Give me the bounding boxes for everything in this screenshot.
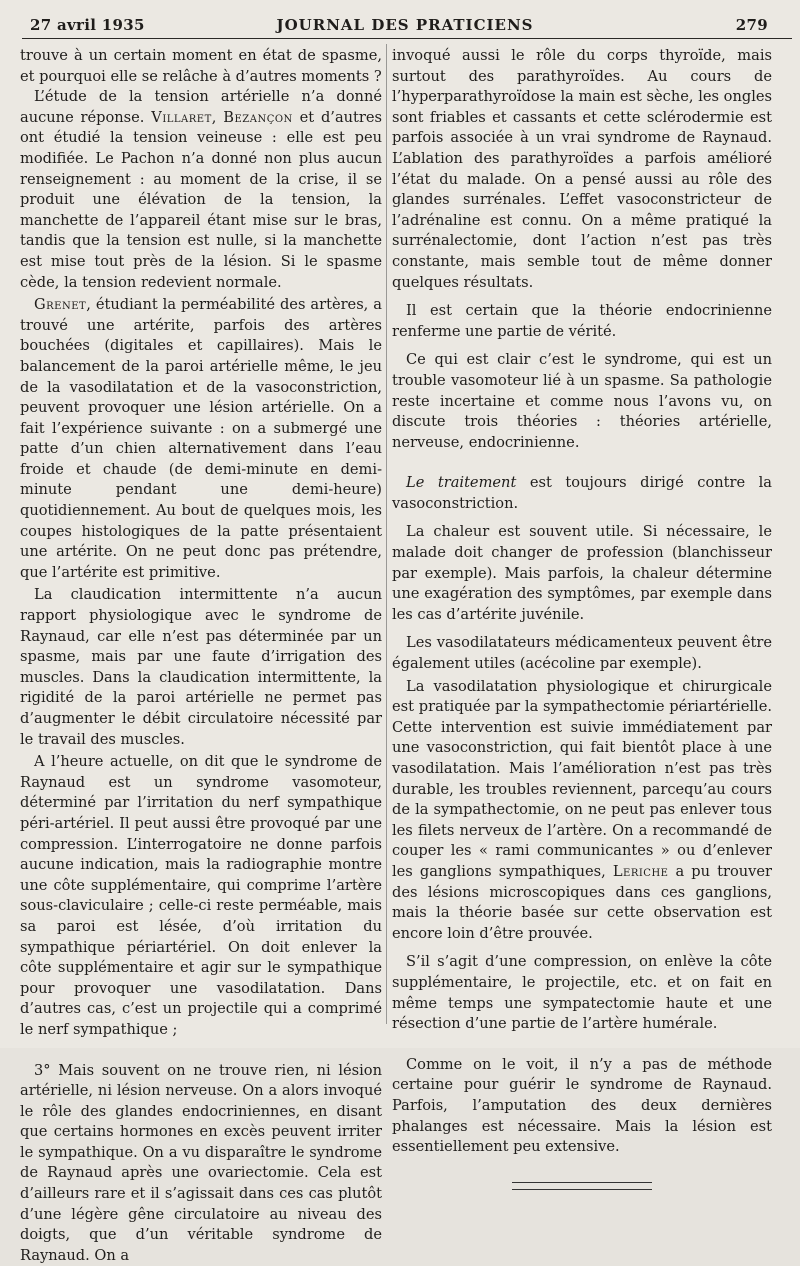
author-name: Leriche [613,863,669,880]
paragraph: La vasodilatation physiologique et chirurgicale est pratiquée par la sympathectomie périartérielle. Cette intervention est suivie immédiatement par une vasoconstriction, qui fait bientôt place à une vasodilatation. Mais l’amélioration n’est pas très durable, les troubles reviennent, parcequ’au cours de la sympathectomie, on ne peut pas enlever tous les filets nerveux de l’artère. On a recommandé de couper les « rami communicantes » ou d’enlever les ganglions sympathiques, Leriche a pu trouver des lésions microscopiques dans ces ganglions, mais la théorie basée sur cette observation est encore loin d’être prouvée. [392,677,772,945]
running-header [30,14,780,36]
section-lead: Le traitement [406,474,516,491]
paragraph: trouve à un certain moment en état de spasme, et pourquoi elle se relâche à d’autres moments ? [20,46,382,87]
author-name: Bezançon [223,109,293,126]
column-divider [386,44,387,1024]
paragraph: A l’heure actuelle, on dit que le syndrome de Raynaud est un syndrome vasomoteur, déterminé par l’irritation du nerf sympathique péri-artériel. Il peut aussi être provoqué par une compression. L’interrogatoire ne donne parfois aucune indication, mais la radiographie montre une côte supplémentaire, qui comprime l’artère sous-claviculaire ; celle-ci reste perméable, mais sa paroi est lésée, d’où irritation du sympathique périartériel. On doit enlever la côte supplémentaire et agir sur le sympathique pour provoquer une vasodilatation. Dans d’autres cas, c’est un projectile qui a comprimé le nerf sympathique ; [20,752,382,1040]
paragraph: La chaleur est souvent utile. Si nécessaire, le malade doit changer de profession (blanchisseur par exemple). Mais parfois, la chaleur détermine une exagération des symptômes, par exemple dans les cas d’artérite juvénile. [392,522,772,625]
paragraph: Grenet, étudiant la perméabilité des artères, a trouvé une artérite, parfois des artères bouchées (digitales et capillaires). Mais le balancement de la paroi artérielle même, le jeu de la vasodilatation et de la vasoconstriction, peuvent provoquer une lésion artérielle. On a fait l’expérience suivante : on a submergé une patte d’un chien alternativement dans l’eau froide et chaude (de demi-minute en demi-minute pendant une demi-heure) quotidiennement. Au bout de quelques mois, les coupes histologiques de la patte présentaient une artérite. On ne peut donc pas prétendre, que l’artérite est primitive. [20,295,382,583]
section-end-divider [512,1182,652,1190]
paragraph: 3° Mais souvent on ne trouve rien, ni lésion artérielle, ni lésion nerveuse. On a alors invoqué le rôle des glandes endocriniennes, en disant que certains hormones en excès peuvent irriter le sympathique. On a vu disparaître le syndrome de Raynaud après une ovariectomie. Cela est d’ailleurs rare et il s’agissait dans ces cas plutôt d’une légère gêne circulatoire au niveau des doigts, que d’un véritable syndrome de Raynaud. On a [20,1061,382,1266]
page-number: 279 [736,16,768,34]
paragraph: Les vasodilatateurs médicamenteux peuvent être également utiles (acécoline par exemple). [392,633,772,674]
paragraph: L’étude de la tension artérielle n’a donné aucune réponse. Villaret, Bezançon et d’autres ont étudié la tension veineuse : elle est peu modifiée. Le Pachon n’a donné non plus aucun renseignement : au moment de la crise, il se produit une élévation de la tension, la manchette de l’appareil étant mise sur le bras, tandis que la tension est nulle, si la manchette est mise tout près de la lésion. Si le spasme cède, la tension redevient normale. [20,87,382,293]
journal-title: JOURNAL DES PRATICIENS [30,16,780,34]
header-date: 27 avril 1935 [30,16,145,34]
paragraph: Le traitement est toujours dirigé contre la vasoconstriction. [392,473,772,514]
paragraph: invoqué aussi le rôle du corps thyroïde, mais surtout des parathyroïdes. Au cours de l’hyperparathyroïdose la main est sèche, les ongles sont friables et cassants et cette sclérodermie est parfois associée à un vrai syndrome de Raynaud. L’ablation des parathyroïdes a parfois amélioré l’état du malade. On a pensé aussi au rôle des glandes surrénales. L’effet vasoconstricteur de l’adrénaline est connu. On a même pratiqué la surrénalectomie, dont l’action n’est pas très constante, mais semble tout de même donner quelques résultats. [392,46,772,293]
right-column [392,46,772,1190]
author-name: Grenet [34,296,86,313]
left-column [20,46,382,1266]
paragraph: Il est certain que la théorie endocrinienne renferme une partie de vérité. [392,301,772,342]
paragraph: Ce qui est clair c’est le syndrome, qui est un trouble vasomoteur lié à un spasme. Sa pathologie reste incertaine et comme nous l’avons vu, on discute trois théories : théories artérielle, nerveuse, endocrinienne. [392,350,772,453]
author-name: Villaret [151,109,212,126]
paragraph: S’il s’agit d’une compression, on enlève la côte supplémentaire, le projectile, etc. et on fait en même temps une sympatectomie haute et une résection d’une partie de l’artère humérale. [392,952,772,1034]
header-rule [22,38,792,39]
paragraph: La claudication intermittente n’a aucun rapport physiologique avec le syndrome de Raynaud, car elle n’est pas déterminée par un spasme, mais par une faute d’irrigation des muscles. Dans la claudication intermittente, la rigidité de la paroi artérielle ne permet pas d’augmenter le débit circulatoire nécessité par le travail des muscles. [20,585,382,750]
paragraph: Comme on le voit, il n’y a pas de méthode certaine pour guérir le syndrome de Raynaud. Parfois, l’amputation des deux dernières phalanges est nécessaire. Mais la lésion est essentiellement peu extensive. [392,1055,772,1158]
